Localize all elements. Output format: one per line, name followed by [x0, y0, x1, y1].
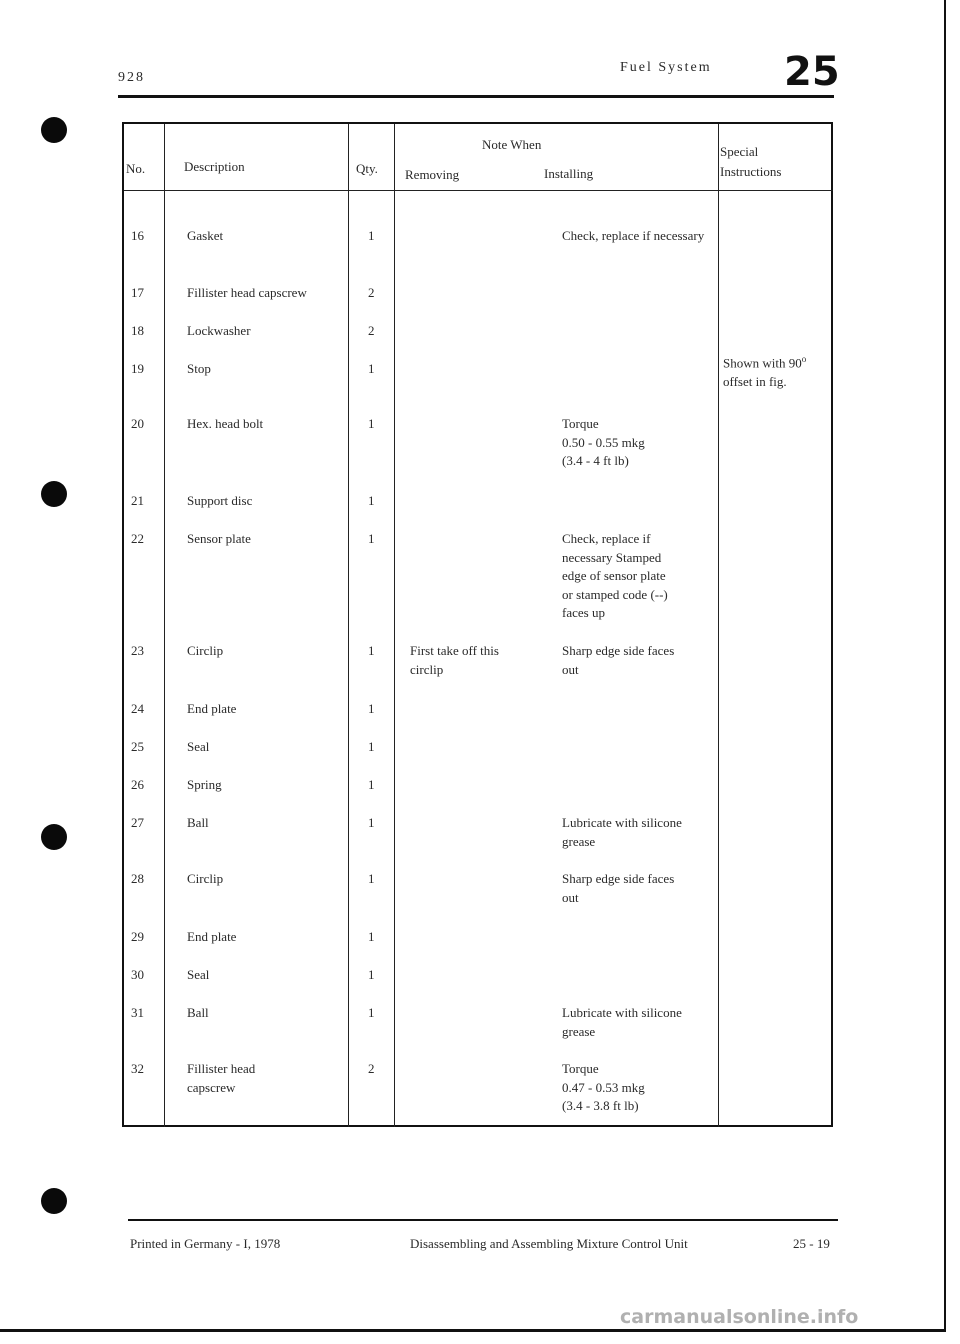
part-description: Seal: [187, 967, 210, 982]
part-quantity: 2: [368, 285, 375, 300]
part-description: Seal: [187, 739, 210, 754]
note-installing: Lubricate with silicone grease: [562, 1005, 682, 1039]
watermark: carmanualsonline.info: [620, 1306, 859, 1328]
part-description: Lockwasher: [187, 323, 251, 338]
part-number: 27: [131, 815, 144, 830]
part-description: End plate: [187, 929, 237, 944]
part-number: 19: [131, 361, 144, 376]
part-number: 28: [131, 871, 144, 886]
part-number: 21: [131, 493, 144, 508]
part-number: 29: [131, 929, 144, 944]
note-installing: Sharp edge side faces out: [562, 643, 675, 677]
part-description: Circlip: [187, 871, 224, 886]
col-header-qty: Qty.: [356, 161, 378, 176]
note-installing: Lubricate with silicone grease: [562, 815, 682, 849]
col-header-removing: Removing: [405, 167, 460, 182]
part-quantity: 2: [368, 1061, 375, 1076]
chapter-number: 25: [784, 49, 840, 95]
part-quantity: 1: [368, 416, 375, 431]
part-number: 20: [131, 416, 144, 431]
part-quantity: 1: [368, 643, 375, 658]
col-header-description: Description: [184, 159, 245, 174]
part-description: Gasket: [187, 228, 224, 243]
part-number: 25: [131, 739, 144, 754]
col-header-no: No.: [126, 161, 146, 176]
binder-hole: [41, 481, 67, 507]
part-quantity: 1: [368, 228, 375, 243]
part-quantity: 1: [368, 871, 375, 886]
part-number: 22: [131, 531, 144, 546]
footer-rule: [128, 1219, 838, 1221]
note-removing: First take off this circlip: [410, 643, 499, 677]
part-number: 31: [131, 1005, 144, 1020]
note-installing: Torque 0.47 - 0.53 mkg (3.4 - 3.8 ft lb): [562, 1061, 645, 1113]
part-description: Ball: [187, 1005, 209, 1020]
part-description: Support disc: [187, 493, 253, 508]
binder-hole: [41, 824, 67, 850]
part-number: 16: [131, 228, 144, 243]
special-line-2: offset in fig.: [723, 373, 787, 389]
part-quantity: 1: [368, 815, 375, 830]
col-header-special: Special: [720, 144, 759, 159]
part-number: 24: [131, 701, 144, 716]
col-header-note-when: Note When: [482, 137, 542, 152]
page-edge-bottom: [0, 1329, 946, 1332]
part-number: 17: [131, 285, 144, 300]
note-installing: Sharp edge side faces out: [562, 871, 675, 905]
part-quantity: 1: [368, 361, 375, 376]
note-installing: Check, replace if necessary: [562, 228, 705, 243]
note-installing: Check, replace if necessary Stamped edge of sensor plate or stamped code (--) faces up: [562, 531, 668, 620]
column-divider: [394, 124, 395, 1127]
part-quantity: 2: [368, 323, 375, 338]
part-number: 23: [131, 643, 144, 658]
part-description: End plate: [187, 701, 237, 716]
part-description: Fillister head capscrew: [187, 1061, 256, 1095]
part-quantity: 1: [368, 1005, 375, 1020]
model-label: 928: [118, 70, 145, 85]
part-quantity: 1: [368, 967, 375, 982]
page-edge-right: [944, 0, 946, 1330]
footer-title: Disassembling and Assembling Mixture Control Unit: [410, 1236, 688, 1251]
parts-table: [122, 122, 833, 1127]
page-number: 25 - 19: [793, 1236, 830, 1251]
special-instructions: [723, 350, 835, 391]
note-installing: Torque 0.50 - 0.55 mkg (3.4 - 4 ft lb): [562, 416, 645, 468]
binder-hole: [41, 117, 67, 143]
part-description: Fillister head capscrew: [187, 285, 307, 300]
part-quantity: 1: [368, 493, 375, 508]
column-divider: [164, 124, 165, 1127]
header-rule: [118, 95, 834, 98]
binder-hole: [41, 1188, 67, 1214]
part-number: 18: [131, 323, 144, 338]
part-quantity: 1: [368, 739, 375, 754]
header-separator: [124, 190, 833, 191]
col-header-instructions: Instructions: [720, 164, 782, 179]
col-header-installing: Installing: [544, 166, 594, 181]
part-description: Spring: [187, 777, 222, 792]
part-quantity: 1: [368, 531, 375, 546]
special-line-1: Shown with 90: [723, 355, 802, 371]
part-description: Sensor plate: [187, 531, 251, 546]
part-description: Circlip: [187, 643, 224, 658]
part-description: Stop: [187, 361, 211, 376]
part-description: Ball: [187, 815, 209, 830]
part-number: 30: [131, 967, 144, 982]
column-divider: [718, 124, 719, 1127]
part-quantity: 1: [368, 701, 375, 716]
degree-mark: o: [801, 354, 807, 364]
section-title: Fuel System: [620, 60, 712, 75]
part-quantity: 1: [368, 777, 375, 792]
part-number: 26: [131, 777, 144, 792]
part-number: 32: [131, 1061, 144, 1076]
part-quantity: 1: [368, 929, 375, 944]
part-description: Hex. head bolt: [187, 416, 264, 431]
printed-note: Printed in Germany - I, 1978: [130, 1236, 281, 1251]
